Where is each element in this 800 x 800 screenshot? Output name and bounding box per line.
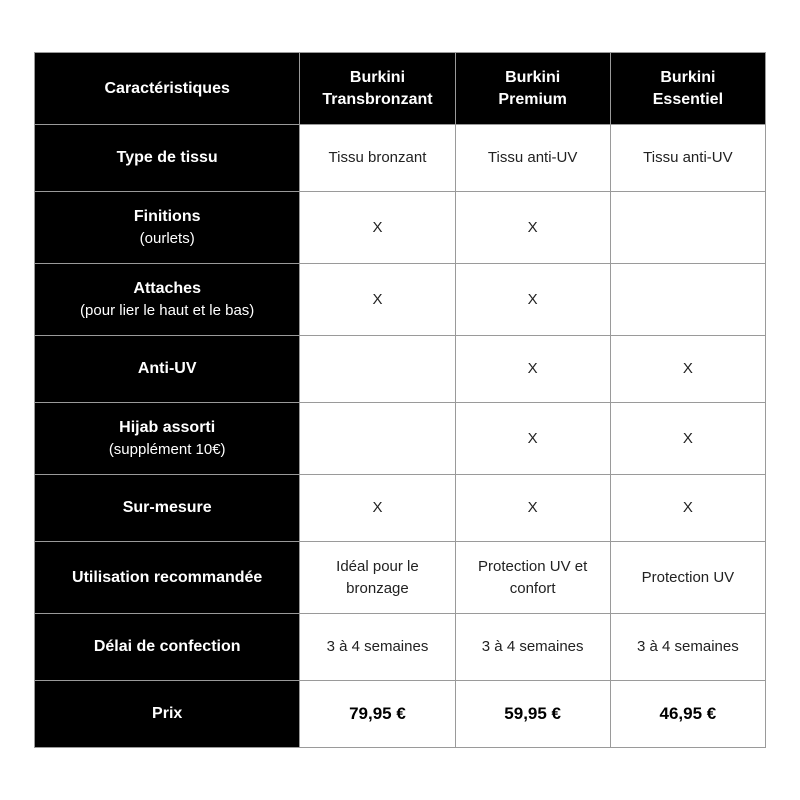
table-row-finishes	[35, 192, 766, 264]
header-row	[35, 53, 766, 125]
cell-value: Tissu anti-UV	[455, 125, 610, 192]
cell-value: Idéal pour le bronzage	[300, 542, 455, 614]
row-title: Type de tissu	[116, 149, 218, 166]
row-title: Prix	[152, 705, 183, 722]
table-row-anti-uv	[35, 336, 766, 403]
cell-value: X	[300, 192, 455, 264]
row-header	[35, 614, 300, 681]
row-header	[35, 542, 300, 614]
table-row-fabric	[35, 125, 766, 192]
comparison-table	[34, 52, 766, 748]
row-header	[35, 681, 300, 748]
cell-value: X	[455, 403, 610, 475]
cell-value	[610, 192, 765, 264]
header-product-line2: Essentiel	[652, 90, 724, 108]
price-value: 46,95 €	[610, 681, 765, 748]
cell-value: X	[300, 475, 455, 542]
header-features	[35, 53, 300, 125]
header-product-line1: Burkini	[505, 68, 561, 86]
cell-value: X	[610, 475, 765, 542]
cell-value: X	[610, 403, 765, 475]
cell-value: 3 à 4 semaines	[455, 614, 610, 681]
row-subtitle: (supplément 10€)	[108, 440, 226, 458]
header-features-label: Caractéristiques	[104, 79, 230, 97]
cell-value: X	[455, 336, 610, 403]
table-row-ties	[35, 264, 766, 336]
row-header	[35, 125, 300, 192]
row-title: Délai de confection	[93, 638, 241, 655]
row-header	[35, 475, 300, 542]
table-row-custom	[35, 475, 766, 542]
row-header	[35, 336, 300, 403]
cell-value: Tissu bronzant	[300, 125, 455, 192]
cell-value	[300, 403, 455, 475]
cell-value: X	[455, 475, 610, 542]
row-title: Anti-UV	[137, 360, 197, 377]
row-subtitle: (ourlets)	[139, 229, 195, 247]
row-header	[35, 403, 300, 475]
price-value: 59,95 €	[455, 681, 610, 748]
cell-value: Protection UV et confort	[455, 542, 610, 614]
cell-value	[300, 336, 455, 403]
header-product-essentiel	[610, 53, 765, 125]
row-title: Attaches	[133, 279, 201, 297]
row-title: Utilisation recommandée	[72, 568, 263, 586]
row-header	[35, 264, 300, 336]
table-row-lead-time	[35, 614, 766, 681]
cell-value: Tissu anti-UV	[610, 125, 765, 192]
header-product-premium	[455, 53, 610, 125]
header-product-line1: Burkini	[349, 68, 406, 86]
table-row-usage	[35, 542, 766, 614]
cell-value: X	[455, 264, 610, 336]
table-row-price	[35, 681, 766, 748]
row-title: Sur-mesure	[122, 499, 212, 516]
row-title: Hijab assorti	[119, 418, 216, 436]
price-value: 79,95 €	[300, 681, 455, 748]
header-product-line2: Transbronzant	[322, 90, 433, 108]
cell-value: 3 à 4 semaines	[610, 614, 765, 681]
header-product-transbronzant	[300, 53, 455, 125]
cell-value: X	[300, 264, 455, 336]
header-product-line1: Burkini	[660, 68, 716, 86]
cell-value: Protection UV	[610, 542, 765, 614]
cell-value: X	[610, 336, 765, 403]
row-subtitle: (pour lier le haut et le bas)	[80, 301, 255, 319]
cell-value	[610, 264, 765, 336]
table-row-hijab	[35, 403, 766, 475]
row-title: Finitions	[133, 207, 201, 225]
cell-value: X	[455, 192, 610, 264]
cell-value: 3 à 4 semaines	[300, 614, 455, 681]
row-header	[35, 192, 300, 264]
header-product-line2: Premium	[498, 90, 567, 108]
